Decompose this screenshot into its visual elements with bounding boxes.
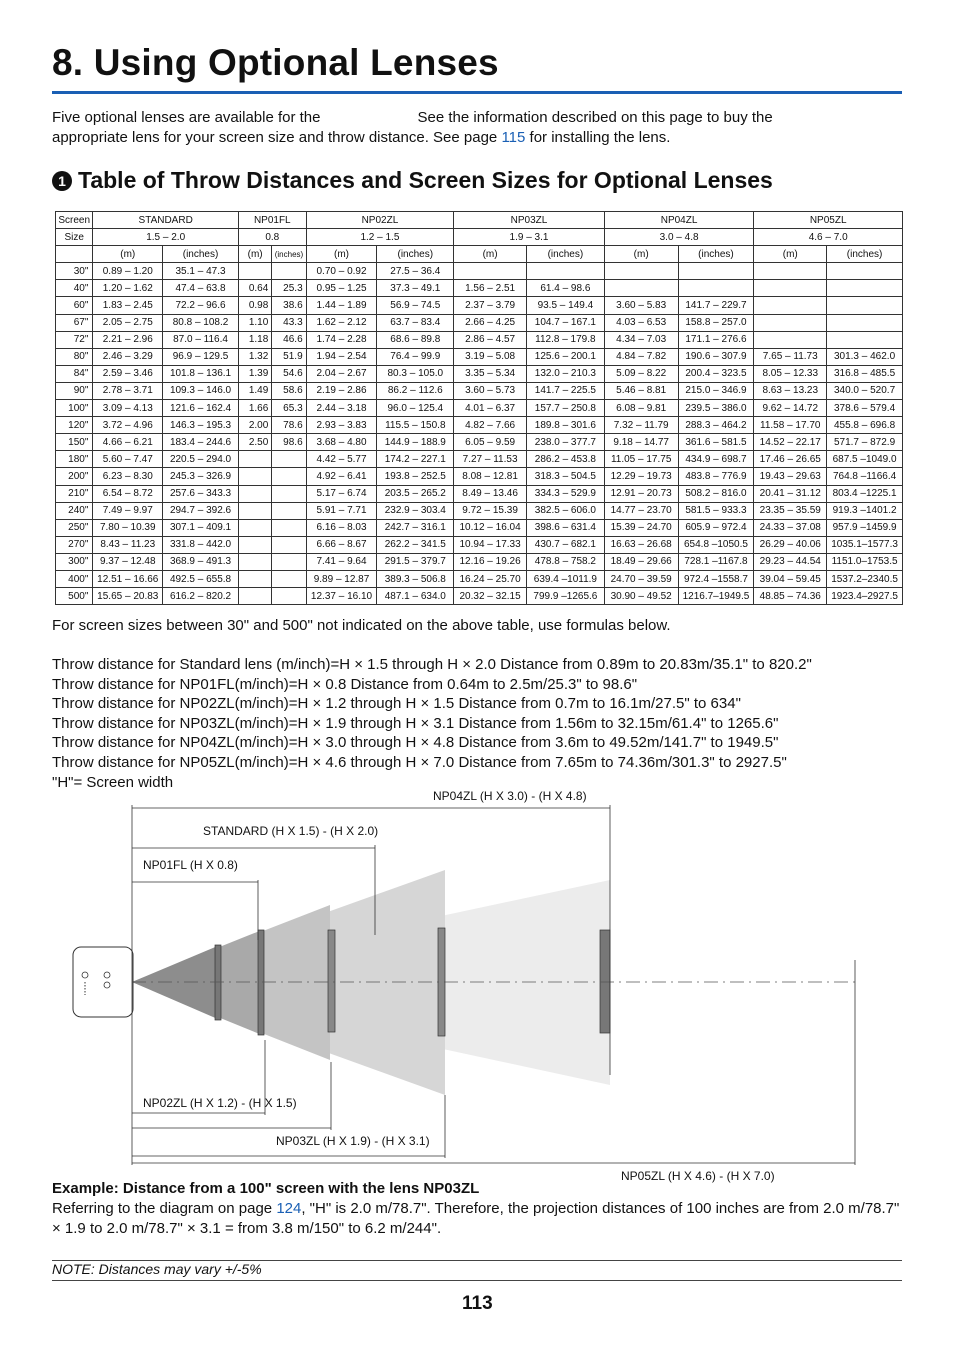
table-cell: 18.49 – 29.66 (604, 553, 678, 570)
intro-text: Five optional lenses are available for the (52, 109, 321, 126)
table-cell: 0.95 – 1.25 (306, 280, 377, 297)
table-cell: 2.00 (238, 417, 271, 434)
table-cell: 9.18 – 14.77 (604, 434, 678, 451)
table-cell: 382.5 – 606.0 (526, 502, 604, 519)
table-cell: 3.35 – 5.34 (454, 365, 527, 382)
table-cell: 294.7 – 392.6 (163, 502, 239, 519)
page-title: 8. Using Optional Lenses (52, 42, 499, 83)
header-ratio: 1.2 – 1.5 (306, 229, 454, 246)
table-cell: 10.94 – 17.33 (454, 536, 527, 553)
table-cell: 0.70 – 0.92 (306, 263, 377, 280)
section-number-badge: 1 (52, 171, 72, 191)
table-cell: 2.86 – 4.57 (454, 331, 527, 348)
table-cell: 1151.0–1753.5 (827, 553, 903, 570)
table-cell: 11.05 – 17.75 (604, 451, 678, 468)
table-cell: 98.6 (272, 434, 306, 451)
table-cell: 571.7 – 872.9 (827, 434, 903, 451)
table-cell: 492.5 – 655.8 (163, 570, 239, 587)
table-cell: 61.4 – 98.6 (526, 280, 604, 297)
table-cell: 378.6 – 579.4 (827, 400, 903, 417)
example-text-part: , "H" is 2.0 m/78.7". Therefore, the projection distances of 100 inches are from 2.0 m/78.7" × 1.9 to 2.0 m/78.7" × 3.1 = from 3.8 m/150" to 6.2 m/244". (52, 1200, 900, 1237)
table-cell: 20.32 – 32.15 (454, 588, 527, 605)
unit-m: (m) (93, 246, 163, 263)
table-cell: 63.7 – 83.4 (377, 314, 454, 331)
screen-size-cell: 400" (56, 570, 93, 587)
table-cell: 508.2 – 816.0 (678, 485, 754, 502)
intro-text: for installing the lens. (529, 129, 671, 146)
table-cell: 4.92 – 6.41 (306, 468, 377, 485)
formula-line: Throw distance for NP02ZL(m/inch)=H × 1.2 through H × 1.5 Distance from 0.7m to 16.1m/27.5" to 634" (52, 695, 741, 713)
header-ratio: 3.0 – 4.8 (604, 229, 754, 246)
table-cell: 483.8 – 776.9 (678, 468, 754, 485)
table-cell: 68.6 – 89.8 (377, 331, 454, 348)
table-cell: 2.59 – 3.46 (93, 365, 163, 382)
formula-line: Throw distance for NP03ZL(m/inch)=H × 1.9 through H × 3.1 Distance from 1.56m to 32.15m/61.4" to 1265.6" (52, 714, 779, 732)
table-cell: 2.19 – 2.86 (306, 382, 377, 399)
table-cell: 340.0 – 520.7 (827, 382, 903, 399)
label-np04zl: NP04ZL (H X 3.0) - (H X 4.8) (433, 789, 587, 803)
table-cell: 30.90 – 49.52 (604, 588, 678, 605)
table-cell: 14.77 – 23.70 (604, 502, 678, 519)
table-cell: 65.3 (272, 400, 306, 417)
table-cell: 2.46 – 3.29 (93, 348, 163, 365)
table-cell: 10.12 – 16.04 (454, 519, 527, 536)
table-cell: 5.46 – 8.81 (604, 382, 678, 399)
unit-m: (m) (306, 246, 377, 263)
table-cell: 56.9 – 74.5 (377, 297, 454, 314)
table-cell: 3.68 – 4.80 (306, 434, 377, 451)
table-cell: 7.41 – 9.64 (306, 553, 377, 570)
table-cell: 639.4 –1011.9 (526, 570, 604, 587)
table-cell: 2.44 – 3.18 (306, 400, 377, 417)
table-cell: 262.2 – 341.5 (377, 536, 454, 553)
table-cell: 1923.4–2927.5 (827, 588, 903, 605)
header-lens: NP05ZL (754, 212, 903, 229)
screen-np02zl (328, 930, 335, 1032)
table-cell: 1.94 – 2.54 (306, 348, 377, 365)
header-ratio: 1.5 – 2.0 (93, 229, 239, 246)
table-cell: 47.4 – 63.8 (163, 280, 239, 297)
table-cell: 158.8 – 257.0 (678, 314, 754, 331)
table-cell: 434.9 – 698.7 (678, 451, 754, 468)
table-cell: 2.21 – 2.96 (93, 331, 163, 348)
intro-text: See the information described on this page to buy the (417, 109, 773, 126)
screen-size-cell: 100" (56, 400, 93, 417)
table-cell: 361.6 – 581.5 (678, 434, 754, 451)
table-cell: 232.9 – 303.4 (377, 502, 454, 519)
table-cell: 132.0 – 210.3 (526, 365, 604, 382)
table-cell: 2.66 – 4.25 (454, 314, 527, 331)
table-cell: 301.3 – 462.0 (827, 348, 903, 365)
table-cell: 1.32 (238, 348, 271, 365)
table-cell: 7.80 – 10.39 (93, 519, 163, 536)
table-cell: 11.58 – 17.70 (754, 417, 827, 434)
table-cell: 19.43 – 29.63 (754, 468, 827, 485)
table-cell: 0.64 (238, 280, 271, 297)
screen-size-cell: 60" (56, 297, 93, 314)
table-cell: 605.9 – 972.4 (678, 519, 754, 536)
table-cell: 4.34 – 7.03 (604, 331, 678, 348)
table-cell: 2.93 – 3.83 (306, 417, 377, 434)
table-cell: 764.8 –1166.4 (827, 468, 903, 485)
table-cell: 8.05 – 12.33 (754, 365, 827, 382)
table-cell: 43.3 (272, 314, 306, 331)
table-cell: 12.29 – 19.73 (604, 468, 678, 485)
table-cell: 4.03 – 6.53 (604, 314, 678, 331)
header-size: Size (56, 229, 93, 246)
table-cell: 38.6 (272, 297, 306, 314)
table-cell: 2.50 (238, 434, 271, 451)
table-cell: 1.10 (238, 314, 271, 331)
table-cell: 4.42 – 5.77 (306, 451, 377, 468)
note-text: NOTE: Distances may vary +/-5% (52, 1261, 262, 1277)
table-cell: 39.04 – 59.45 (754, 570, 827, 587)
table-cell: 125.6 – 200.1 (526, 348, 604, 365)
table-cell: 799.9 –1265.6 (526, 588, 604, 605)
table-cell: 4.82 – 7.66 (454, 417, 527, 434)
table-cell: 15.39 – 24.70 (604, 519, 678, 536)
screen-size-cell: 72" (56, 331, 93, 348)
screen-np01fl (215, 945, 221, 1020)
table-cell: 1.49 (238, 382, 271, 399)
header-screen: Screen (56, 212, 93, 229)
table-cell: 1.83 – 2.45 (93, 297, 163, 314)
table-cell: 80.3 – 105.0 (377, 365, 454, 382)
table-cell: 1.62 – 2.12 (306, 314, 377, 331)
table-cell: 6.08 – 9.81 (604, 400, 678, 417)
table-cell: 2.05 – 2.75 (93, 314, 163, 331)
table-cell: 245.3 – 326.9 (163, 468, 239, 485)
table-cell: 157.7 – 250.8 (526, 400, 604, 417)
table-cell: 1.56 – 2.51 (454, 280, 527, 297)
table-cell: 96.0 – 125.4 (377, 400, 454, 417)
table-cell: 957.9 –1459.9 (827, 519, 903, 536)
table-cell: 654.8 –1050.5 (678, 536, 754, 553)
table-cell: 54.6 (272, 365, 306, 382)
screen-size-cell: 90" (56, 382, 93, 399)
table-cell: 1537.2–2340.5 (827, 570, 903, 587)
label-np03zl: NP03ZL (H X 1.9) - (H X 3.1) (276, 1134, 430, 1148)
table-cell: 80.8 – 108.2 (163, 314, 239, 331)
unit-m: (m) (454, 246, 527, 263)
screen-size-cell: 200" (56, 468, 93, 485)
page-link-124[interactable]: 124 (276, 1200, 302, 1217)
table-cell: 4.66 – 6.21 (93, 434, 163, 451)
table-cell: 4.84 – 7.82 (604, 348, 678, 365)
table-cell: 1.20 – 1.62 (93, 280, 163, 297)
table-cell: 93.5 – 149.4 (526, 297, 604, 314)
screen-size-cell: 84" (56, 365, 93, 382)
table-cell: 6.54 – 8.72 (93, 485, 163, 502)
table-cell: 8.08 – 12.81 (454, 468, 527, 485)
table-cell: 16.24 – 25.70 (454, 570, 527, 587)
label-np02zl: NP02ZL (H X 1.2) - (H X 1.5) (143, 1096, 297, 1110)
table-cell: 581.5 – 933.3 (678, 502, 754, 519)
table-cell: 144.9 – 188.9 (377, 434, 454, 451)
section-heading-text: Table of Throw Distances and Screen Sizes for Optional Lenses (78, 167, 773, 193)
note-rule-bottom (52, 1280, 902, 1281)
table-cell: 26.29 – 40.06 (754, 536, 827, 553)
table-cell: 1.44 – 1.89 (306, 297, 377, 314)
table-cell: 3.19 – 5.08 (454, 348, 527, 365)
screen-size-cell: 67" (56, 314, 93, 331)
table-cell: 972.4 –1558.7 (678, 570, 754, 587)
table-cell: 87.0 – 116.4 (163, 331, 239, 348)
table-cell: 6.05 – 9.59 (454, 434, 527, 451)
header-ratio: 1.9 – 3.1 (454, 229, 605, 246)
table-cell: 7.27 – 11.53 (454, 451, 527, 468)
table-cell: 1035.1–1577.3 (827, 536, 903, 553)
page-number: 113 (462, 1293, 493, 1314)
cone-np01fl (132, 945, 220, 1020)
table-cell: 687.5 –1049.0 (827, 451, 903, 468)
table-cell: 8.49 – 13.46 (454, 485, 527, 502)
table-cell: 3.60 – 5.83 (604, 297, 678, 314)
table-cell: 257.6 – 343.3 (163, 485, 239, 502)
table-cell: 76.4 – 99.9 (377, 348, 454, 365)
header-ratio: 4.6 – 7.0 (754, 229, 903, 246)
table-cell: 1.39 (238, 365, 271, 382)
unit-m: (m) (754, 246, 827, 263)
table-cell: 8.63 – 13.23 (754, 382, 827, 399)
table-cell: 9.72 – 15.39 (454, 502, 527, 519)
table-cell: 5.09 – 8.22 (604, 365, 678, 382)
table-cell: 478.8 – 758.2 (526, 553, 604, 570)
table-cell: 58.6 (272, 382, 306, 399)
screen-size-cell: 250" (56, 519, 93, 536)
screen-size-cell: 300" (56, 553, 93, 570)
table-cell: 9.89 – 12.87 (306, 570, 377, 587)
table-cell: 190.6 – 307.9 (678, 348, 754, 365)
table-cell: 14.52 – 22.17 (754, 434, 827, 451)
example-heading: Example: Distance from a 100" screen with the lens NP03ZL (52, 1180, 480, 1197)
table-cell: 115.5 – 150.8 (377, 417, 454, 434)
table-cell: 2.04 – 2.67 (306, 365, 377, 382)
header-lens: NP04ZL (604, 212, 754, 229)
table-cell: 239.5 – 386.0 (678, 400, 754, 417)
table-cell: 183.4 – 244.6 (163, 434, 239, 451)
table-cell: 112.8 – 179.8 (526, 331, 604, 348)
table-cell: 1216.7–1949.5 (678, 588, 754, 605)
screen-np05zl (600, 930, 610, 1033)
label-np05zl: NP05ZL (H X 4.6) - (H X 7.0) (621, 1169, 775, 1183)
table-cell: 35.1 – 47.3 (163, 263, 239, 280)
table-cell: 318.3 – 504.5 (526, 468, 604, 485)
formula-line: Throw distance for NP04ZL(m/inch)=H × 3.0 through H × 4.8 Distance from 3.6m to 49.52m/141.7" to 1949.5" (52, 734, 779, 752)
screen-size-cell: 40" (56, 280, 93, 297)
table-cell: 15.65 – 20.83 (93, 588, 163, 605)
table-cell: 46.6 (272, 331, 306, 348)
table-cell: 174.2 – 227.1 (377, 451, 454, 468)
unit-in: (inches) (272, 246, 306, 263)
table-cell: 9.37 – 12.48 (93, 553, 163, 570)
table-cell: 616.2 – 820.2 (163, 588, 239, 605)
table-cell: 96.9 – 129.5 (163, 348, 239, 365)
unit-m: (m) (238, 246, 271, 263)
table-cell: 455.8 – 696.8 (827, 417, 903, 434)
example-text-part: Referring to the diagram on page (52, 1200, 273, 1217)
table-cell: 238.0 – 377.7 (526, 434, 604, 451)
table-cell: 24.33 – 37.08 (754, 519, 827, 536)
table-cell: 0.98 (238, 297, 271, 314)
table-cell: 9.62 – 14.72 (754, 400, 827, 417)
table-cell: 12.51 – 16.66 (93, 570, 163, 587)
header-lens: NP01FL (238, 212, 306, 229)
screen-size-cell: 210" (56, 485, 93, 502)
table-cell: 25.3 (272, 280, 306, 297)
table-cell: 12.91 – 20.73 (604, 485, 678, 502)
table-cell: 37.3 – 49.1 (377, 280, 454, 297)
intro-text: appropriate lens for your screen size and throw distance. See page (52, 129, 498, 146)
header-lens: NP02ZL (306, 212, 454, 229)
unit-in: (inches) (163, 246, 239, 263)
table-cell: 316.8 – 485.5 (827, 365, 903, 382)
table-cell: 101.8 – 136.1 (163, 365, 239, 382)
table-cell: 2.78 – 3.71 (93, 382, 163, 399)
screen-size-cell: 270" (56, 536, 93, 553)
table-cell: 6.66 – 8.67 (306, 536, 377, 553)
table-cell: 146.3 – 195.3 (163, 417, 239, 434)
table-cell: 17.46 – 26.65 (754, 451, 827, 468)
table-cell: 0.89 – 1.20 (93, 263, 163, 280)
table-cell: 104.7 – 167.1 (526, 314, 604, 331)
table-cell: 72.2 – 96.6 (163, 297, 239, 314)
table-cell: 23.35 – 35.59 (754, 502, 827, 519)
table-cell: 334.3 – 529.9 (526, 485, 604, 502)
screen-size-cell: 80" (56, 348, 93, 365)
table-cell: 5.17 – 6.74 (306, 485, 377, 502)
screen-size-cell: 180" (56, 451, 93, 468)
table-cell: 48.85 – 74.36 (754, 588, 827, 605)
table-cell: 368.9 – 491.3 (163, 553, 239, 570)
table-cell: 51.9 (272, 348, 306, 365)
table-cell: 86.2 – 112.6 (377, 382, 454, 399)
table-cell: 4.01 – 6.37 (454, 400, 527, 417)
table-cell: 3.60 – 5.73 (454, 382, 527, 399)
projector-icon (73, 947, 133, 1017)
table-cell: 3.09 – 4.13 (93, 400, 163, 417)
screen-standard (258, 930, 264, 1035)
table-cell: 189.8 – 301.6 (526, 417, 604, 434)
table-cell: 242.7 – 316.1 (377, 519, 454, 536)
table-cell: 1.66 (238, 400, 271, 417)
table-cell: 5.60 – 7.47 (93, 451, 163, 468)
table-cell: 7.65 – 11.73 (754, 348, 827, 365)
table-cell: 6.16 – 8.03 (306, 519, 377, 536)
table-cell: 919.3 –1401.2 (827, 502, 903, 519)
unit-in: (inches) (678, 246, 754, 263)
table-cell: 215.0 – 346.9 (678, 382, 754, 399)
table-cell: 12.37 – 16.10 (306, 588, 377, 605)
formula-line: Throw distance for Standard lens (m/inch)=H × 1.5 through H × 2.0 Distance from 0.89m to 20.83m/35.1" to 820.2" (52, 656, 812, 673)
table-cell: 307.1 – 409.1 (163, 519, 239, 536)
header-ratio: 0.8 (238, 229, 306, 246)
screen-size-cell: 500" (56, 588, 93, 605)
table-cell: 1.18 (238, 331, 271, 348)
table-cell: 389.3 – 506.8 (377, 570, 454, 587)
table-cell: 203.5 – 265.2 (377, 485, 454, 502)
table-cell: 803.4 –1225.1 (827, 485, 903, 502)
screen-np03zl (438, 928, 445, 1036)
unit-in: (inches) (377, 246, 454, 263)
unit-in: (inches) (827, 246, 903, 263)
screen-size-cell: 150" (56, 434, 93, 451)
table-cell: 200.4 – 323.5 (678, 365, 754, 382)
table-cell: 487.1 – 634.0 (377, 588, 454, 605)
formula-line: Throw distance for NP01FL(m/inch)=H × 0.8 Distance from 0.64m to 2.5m/25.3" to 98.6" (52, 675, 638, 693)
screen-size-cell: 240" (56, 502, 93, 519)
table-cell: 7.49 – 9.97 (93, 502, 163, 519)
label-np01fl: NP01FL (H X 0.8) (143, 858, 238, 872)
table-cell: 171.1 – 276.6 (678, 331, 754, 348)
table-cell: 193.8 – 252.5 (377, 468, 454, 485)
example-text (52, 1199, 912, 1239)
table-cell: 27.5 – 36.4 (377, 263, 454, 280)
table-cell: 141.7 – 225.5 (526, 382, 604, 399)
header-lens: NP03ZL (454, 212, 605, 229)
table-cell: 7.32 – 11.79 (604, 417, 678, 434)
table-cell: 5.91 – 7.71 (306, 502, 377, 519)
table-cell: 398.6 – 631.4 (526, 519, 604, 536)
table-cell: 12.16 – 19.26 (454, 553, 527, 570)
label-standard: STANDARD (H X 1.5) - (H X 2.0) (203, 824, 379, 838)
table-cell: 286.2 – 453.8 (526, 451, 604, 468)
table-cell: 109.3 – 146.0 (163, 382, 239, 399)
table-cell: 728.1 –1167.8 (678, 553, 754, 570)
table-cell: 430.7 – 682.1 (526, 536, 604, 553)
formula-lead: For screen sizes between 30" and 500" not indicated on the above table, use formulas below. (52, 617, 671, 634)
table-cell: 24.70 – 39.59 (604, 570, 678, 587)
table-cell: 78.6 (272, 417, 306, 434)
table-cell: 141.7 – 229.7 (678, 297, 754, 314)
header-lens: STANDARD (93, 212, 239, 229)
unit-in: (inches) (526, 246, 604, 263)
table-cell: 3.72 – 4.96 (93, 417, 163, 434)
table-cell: 29.23 – 44.54 (754, 553, 827, 570)
table-cell: 288.3 – 464.2 (678, 417, 754, 434)
table-cell: 20.41 – 31.12 (754, 485, 827, 502)
table-cell: 8.43 – 11.23 (93, 536, 163, 553)
table-cell: 6.23 – 8.30 (93, 468, 163, 485)
table-cell: 1.74 – 2.28 (306, 331, 377, 348)
screen-size-cell: 120" (56, 417, 93, 434)
table-cell: 2.37 – 3.79 (454, 297, 527, 314)
table-cell: 331.8 – 442.0 (163, 536, 239, 553)
table-cell: 16.63 – 26.68 (604, 536, 678, 553)
table-cell: 121.6 – 162.4 (163, 400, 239, 417)
table-cell: 291.5 – 379.7 (377, 553, 454, 570)
page-link-115[interactable]: 115 (501, 129, 526, 146)
formula-line: "H"= Screen width (52, 773, 174, 791)
table-cell: 220.5 – 294.0 (163, 451, 239, 468)
screen-size-cell: 30" (56, 263, 93, 280)
formula-line: Throw distance for NP05ZL(m/inch)=H × 4.6 through H × 7.0 Distance from 7.65m to 74.36m/301.3" to 2927.5" (52, 753, 787, 771)
unit-m: (m) (604, 246, 678, 263)
